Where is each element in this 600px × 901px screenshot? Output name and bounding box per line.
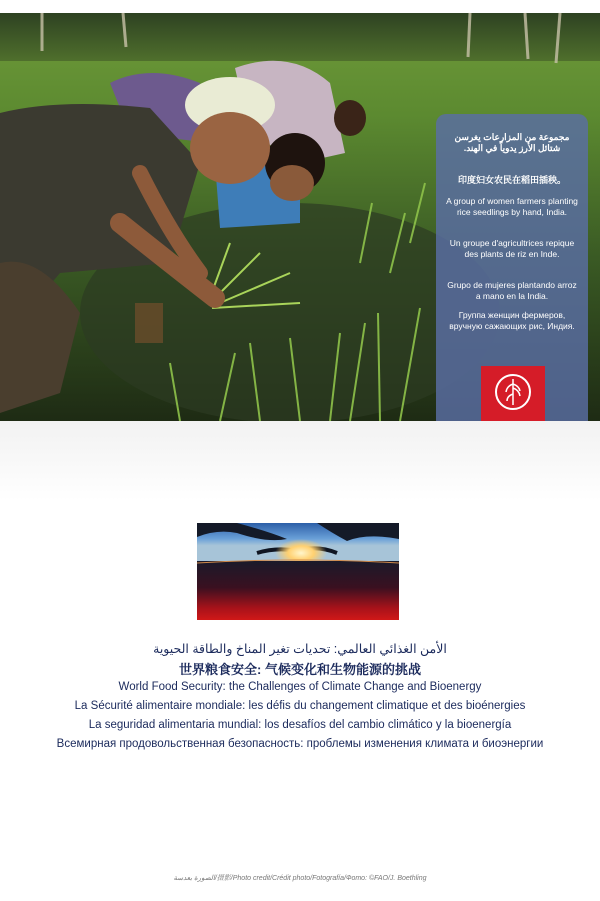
- title-french: La Sécurité alimentaire mondiale: les défis du changement climatique et des bioénergies: [74, 700, 526, 712]
- title-chinese: 世界粮食安全: 气候变化和生物能源的挑战: [179, 662, 421, 677]
- photo-credit: الصورة بعدسة/摄影/Photo credit/Crédit photo/Fotografía/Фото: ©FAO/J. Boethling: [173, 875, 427, 882]
- title-arabic: الأمن الغذائي العالمي: تحديات تغير المناخ والطاقة الحيوية: [153, 642, 447, 656]
- earth-horizon-illustration: [197, 523, 399, 620]
- cover-photo: [0, 13, 600, 421]
- title-spanish: La seguridad alimentaria mundial: los desafíos del cambio climático y la bioenergía: [88, 719, 512, 731]
- card-background: [0, 421, 600, 501]
- caption-spanish: Grupo de mujeres plantando arroz a mano en la India.: [447, 280, 577, 301]
- photo-caption-panel: [436, 114, 588, 436]
- fao-emblem-icon: [493, 372, 533, 412]
- title-russian: Всемирная продовольственная безопасность: проблемы изменения климата и биоэнергии: [56, 738, 544, 750]
- caption-arabic: مجموعة من المزارعات يغرسن شتائل الأرز يدوياً في الهند.: [454, 132, 570, 153]
- caption-russian: Группа женщин фермеров, вручную сажающих рис, Индия.: [449, 310, 575, 331]
- title-english: World Food Security: the Challenges of Climate Change and Bioenergy: [118, 681, 482, 693]
- sunset-image: [197, 523, 399, 620]
- caption-english: A group of women farmers planting rice seedlings by hand, India.: [446, 196, 578, 217]
- caption-chinese: 印度妇女农民在稻田插秧。: [457, 175, 566, 185]
- caption-french: Un groupe d'agricultrices repique des plants de riz en Inde.: [449, 238, 575, 259]
